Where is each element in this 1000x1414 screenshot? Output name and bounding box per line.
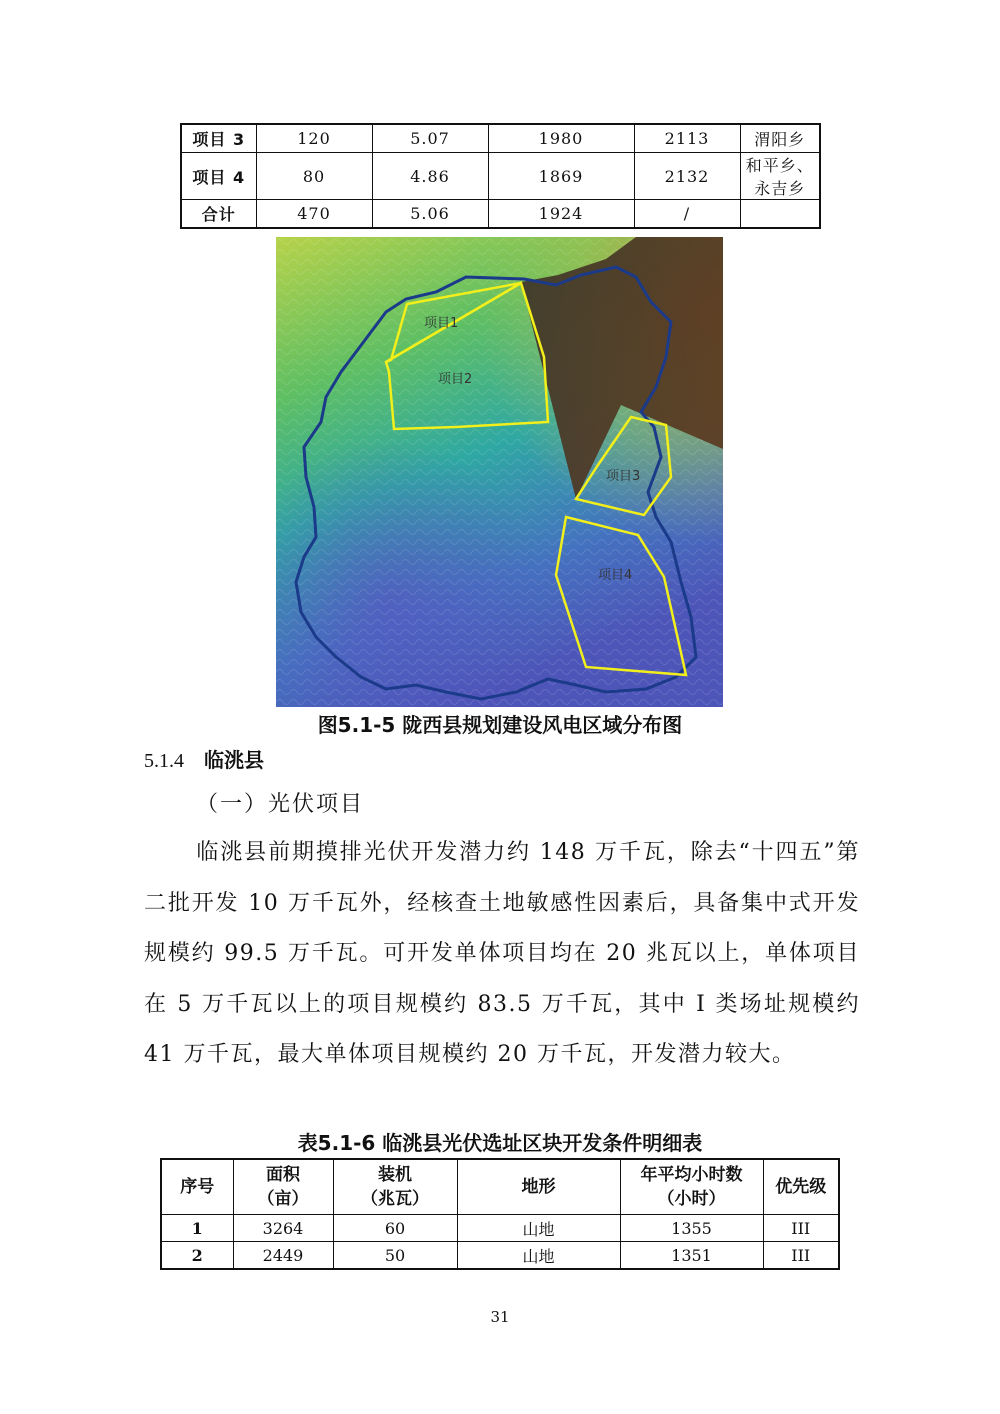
paragraph-text: 临洮县前期摸排光伏开发潜力约 148 万千瓦，除去“十四五”第二批开发 10 万千瓦外，经核查土地敏感性因素后，具备集中式开发规模约 99.5 万千瓦。可开发单体项目均在 20 兆瓦以上，单体项目在 5 万千瓦以上的项目规模约 83.5 万千瓦，其中 I 类场址规模约 41 万千瓦，最大单体项目规模约 20 万千瓦，开发潜力较大。 (144, 840, 860, 1067)
table-row (181, 200, 820, 229)
table-header-row (161, 1159, 839, 1215)
column-header: 地形 (457, 1159, 620, 1215)
table-cell: 2132 (634, 153, 740, 200)
table-cell: 山地 (457, 1242, 620, 1270)
table-cell: 1869 (488, 153, 634, 200)
project2-label: 项目2 (438, 372, 473, 387)
table-cell: / (634, 200, 740, 229)
section-heading (144, 744, 264, 773)
table-cell: 2449 (233, 1242, 333, 1270)
column-header: 装机 （兆瓦） (333, 1159, 457, 1215)
table-cell: 渭阳乡 (740, 124, 820, 153)
table-cell: 4.86 (372, 153, 488, 200)
row-label: 项目 4 (181, 153, 256, 200)
table-row (181, 153, 820, 200)
wind-project-table (180, 123, 821, 229)
table-caption: 表5.1-6 临洮县光伏选址区块开发条件明细表 (297, 1131, 703, 1155)
column-header: 年平均小时数 （小时） (620, 1159, 763, 1215)
table-cell: 1 (161, 1215, 233, 1242)
table-cell: III (763, 1215, 839, 1242)
project4-label: 项目4 (598, 568, 633, 583)
table-cell: 1351 (620, 1242, 763, 1270)
table-cell: 1924 (488, 200, 634, 229)
row-label: 合计 (181, 200, 256, 229)
table-row (161, 1215, 839, 1242)
column-header: 序号 (161, 1159, 233, 1215)
table-cell (740, 200, 820, 229)
subheading: （一）光伏项目 (196, 792, 365, 817)
project3-label: 项目3 (606, 469, 641, 484)
column-header: 面积 （亩） (233, 1159, 333, 1215)
table-cell: 5.06 (372, 200, 488, 229)
project1-label: 项目1 (424, 316, 459, 331)
table-row (181, 124, 820, 153)
table-cell: 和平乡、永吉乡 (740, 153, 820, 200)
section-title: 临洮县 (204, 748, 264, 772)
table-cell: III (763, 1242, 839, 1270)
section-number: 5.1.4 (144, 750, 184, 772)
table-cell: 120 (256, 124, 372, 153)
table-cell: 470 (256, 200, 372, 229)
table-cell: 1355 (620, 1215, 763, 1242)
row-label: 项目 3 (181, 124, 256, 153)
table-cell: 2 (161, 1242, 233, 1270)
figure-caption: 图5.1-5 陇西县规划建设风电区域分布图 (317, 713, 683, 737)
table-cell: 50 (333, 1242, 457, 1270)
table-cell: 山地 (457, 1215, 620, 1242)
table-cell: 80 (256, 153, 372, 200)
page-number: 31 (490, 1308, 510, 1326)
table-cell: 2113 (634, 124, 740, 153)
wind-zone-map (276, 237, 723, 707)
table-cell: 60 (333, 1215, 457, 1242)
table-row (161, 1242, 839, 1270)
table-cell: 3264 (233, 1215, 333, 1242)
body-paragraph (144, 828, 860, 1081)
column-header: 优先级 (763, 1159, 839, 1215)
table-cell: 5.07 (372, 124, 488, 153)
pv-site-table (160, 1158, 840, 1270)
table-cell: 1980 (488, 124, 634, 153)
